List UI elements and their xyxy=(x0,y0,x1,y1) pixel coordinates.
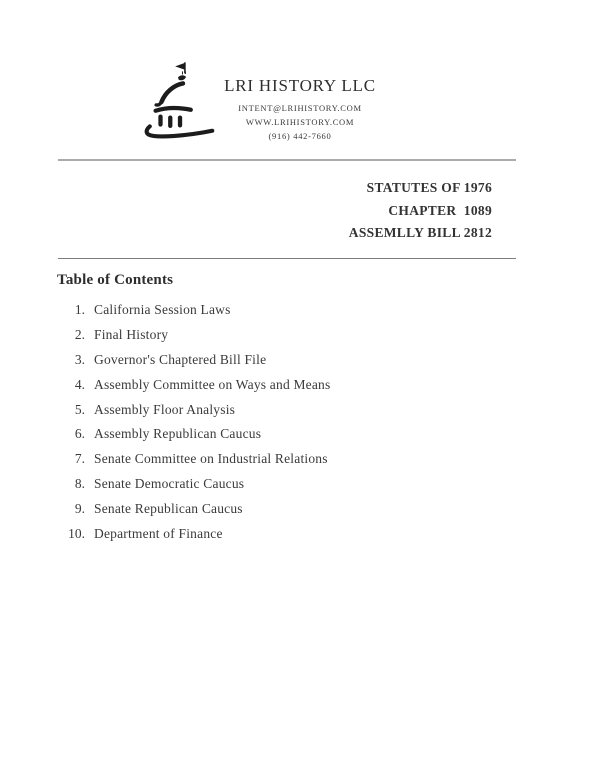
toc-item xyxy=(57,302,477,327)
toc-item-number: 3. xyxy=(74,351,85,367)
toc-item xyxy=(57,501,477,526)
toc-item-label: Senate Democratic Caucus xyxy=(94,476,245,492)
company-email: INTENT@LRIHISTORY.COM xyxy=(238,103,362,113)
toc-list xyxy=(57,302,477,551)
toc-item-number: 2. xyxy=(74,326,85,342)
statutes-year-line: STATUTES OF 1976 xyxy=(366,180,492,195)
toc-item xyxy=(57,327,477,352)
toc-item-number: 7. xyxy=(74,451,85,467)
chapter-line: CHAPTER 1089 xyxy=(388,202,492,218)
toc-item-label: California Session Laws xyxy=(94,302,231,317)
divider-top xyxy=(58,159,516,161)
toc-item-label: Department of Finance xyxy=(94,526,223,542)
company-phone: (916) 442-7660 xyxy=(268,131,332,141)
capitol-dome-sketch-icon xyxy=(141,60,221,142)
toc-item-label: Senate Republican Caucus xyxy=(94,501,243,517)
toc-item-label: Assembly Republican Caucus xyxy=(94,426,262,442)
toc-item-number: 4. xyxy=(74,376,85,392)
divider-bottom xyxy=(58,258,516,259)
toc-item-number: 9. xyxy=(74,501,85,517)
toc-item-label: Senate Committee on Industrial Relations xyxy=(94,451,328,467)
toc-item-label: Assembly Committee on Ways and Means xyxy=(94,376,331,392)
toc-item-label: Governor's Chaptered Bill File xyxy=(94,351,267,367)
toc-item xyxy=(57,526,477,551)
toc-item-number: 5. xyxy=(74,401,85,417)
toc-item xyxy=(57,352,477,377)
letterhead xyxy=(218,76,382,143)
toc-item-number: 1. xyxy=(74,302,85,317)
toc-item xyxy=(57,476,477,501)
toc-item xyxy=(57,377,477,402)
toc-item-number: 6. xyxy=(74,426,85,442)
toc-item-number: 8. xyxy=(74,476,85,492)
statute-reference-block xyxy=(349,177,492,245)
toc-item xyxy=(57,426,477,451)
company-website: WWW.LRIHISTORY.COM xyxy=(245,117,355,127)
assembly-bill-line: ASSEMLLY BILL 2812 xyxy=(348,225,492,240)
toc-item xyxy=(57,402,477,427)
toc-item xyxy=(57,451,477,476)
toc-title: Table of Contents xyxy=(57,272,174,288)
toc-item-label: Final History xyxy=(94,326,169,342)
toc-item-label: Assembly Floor Analysis xyxy=(94,401,236,417)
company-name: LRI HISTORY LLC xyxy=(224,76,376,95)
toc-item-number: 10. xyxy=(68,526,85,542)
